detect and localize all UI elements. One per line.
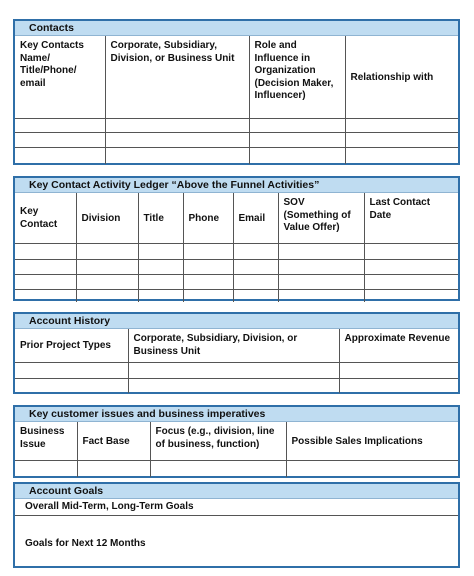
table-cell[interactable] [15,378,128,393]
table-cell[interactable] [183,289,233,302]
account-history-table [15,329,458,393]
ledger-header-email: Email [233,193,278,243]
history-header-prior-project-types: Prior Project Types [15,329,128,362]
table-row [15,259,458,274]
table-cell[interactable] [15,243,76,259]
customer-issues-section-title: Key customer issues and business imperatives [15,407,458,422]
table-row [15,378,458,393]
table-cell[interactable] [15,362,128,378]
table-cell[interactable] [77,460,150,477]
table-row [15,274,458,289]
issues-header-sales-implications: Possible Sales Implications [286,422,458,460]
table-cell[interactable] [76,274,138,289]
table-cell[interactable] [345,118,458,132]
table-row [15,147,458,164]
table-cell[interactable] [278,274,364,289]
table-cell[interactable] [105,132,249,147]
table-cell[interactable] [138,289,183,302]
table-cell[interactable] [249,132,345,147]
table-cell[interactable] [249,147,345,164]
ledger-header-sov: SOV (Something of Value Offer) [278,193,364,243]
ledger-header-division: Division [76,193,138,243]
issues-header-business-issue: Business Issue [15,422,77,460]
table-row [15,362,458,378]
table-cell[interactable] [233,289,278,302]
overall-goals-field[interactable] [15,516,458,536]
table-cell[interactable] [105,118,249,132]
ledger-header-phone: Phone [183,193,233,243]
issues-header-fact-base: Fact Base [77,422,150,460]
customer-issues-table [15,422,458,477]
table-row [15,460,458,477]
table-cell[interactable] [105,147,249,164]
table-cell[interactable] [364,289,458,302]
contacts-section [13,19,460,165]
table-cell[interactable] [345,132,458,147]
table-cell[interactable] [364,274,458,289]
table-row [15,243,458,259]
account-goals-section [13,482,460,568]
table-cell[interactable] [183,259,233,274]
table-cell[interactable] [183,243,233,259]
table-cell[interactable] [128,378,339,393]
table-cell[interactable] [278,289,364,302]
table-cell[interactable] [278,243,364,259]
table-cell[interactable] [345,147,458,164]
ledger-header-title: Title [138,193,183,243]
history-header-approximate-revenue: Approximate Revenue [339,329,458,362]
overall-goals-label: Overall Mid-Term, Long-Term Goals [15,499,458,516]
account-history-section [13,312,460,394]
table-cell[interactable] [15,118,105,132]
table-cell[interactable] [249,118,345,132]
account-history-section-title: Account History [15,314,458,329]
contacts-header-key-contacts: Key Contacts Name/ Title/Phone/ email [15,36,105,118]
ledger-header-key-contact: Key Contact [15,193,76,243]
table-cell[interactable] [233,259,278,274]
contacts-header-relationship: Relationship with [345,36,458,118]
table-cell[interactable] [233,274,278,289]
table-cell[interactable] [233,243,278,259]
contacts-header-corporate: Corporate, Subsidiary, Division, or Business Unit [105,36,249,118]
table-cell[interactable] [15,132,105,147]
activity-ledger-table [15,193,458,302]
table-row [15,289,458,302]
table-cell[interactable] [76,289,138,302]
table-cell[interactable] [15,259,76,274]
table-cell[interactable] [15,274,76,289]
table-cell[interactable] [150,460,286,477]
table-cell[interactable] [76,243,138,259]
contacts-table [15,36,458,164]
contacts-header-role: Role and Influence in Organization (Decision Maker, Influencer) [249,36,345,118]
table-cell[interactable] [339,378,458,393]
table-cell[interactable] [364,243,458,259]
activity-ledger-section-title: Key Contact Activity Ledger “Above the Funnel Activities” [15,178,458,193]
history-header-corporate: Corporate, Subsidiary, Division, or Business Unit [128,329,339,362]
table-cell[interactable] [15,460,77,477]
table-cell[interactable] [364,259,458,274]
table-cell[interactable] [138,259,183,274]
contacts-section-title: Contacts [15,21,458,36]
table-row [15,132,458,147]
table-cell[interactable] [15,289,76,302]
next-12-months-goals-label: Goals for Next 12 Months [25,538,146,549]
issues-header-focus: Focus (e.g., division, line of business, function) [150,422,286,460]
table-cell[interactable] [339,362,458,378]
table-cell[interactable] [138,274,183,289]
account-goals-section-title: Account Goals [15,484,458,499]
table-cell[interactable] [76,259,138,274]
next-12-months-goals-field[interactable] [15,552,458,572]
table-cell[interactable] [286,460,458,477]
table-cell[interactable] [183,274,233,289]
table-cell[interactable] [15,147,105,164]
table-row [15,118,458,132]
customer-issues-section [13,405,460,478]
table-cell[interactable] [138,243,183,259]
activity-ledger-section [13,176,460,301]
table-cell[interactable] [128,362,339,378]
table-cell[interactable] [278,259,364,274]
ledger-header-last-contact-date: Last Contact Date [364,193,458,243]
